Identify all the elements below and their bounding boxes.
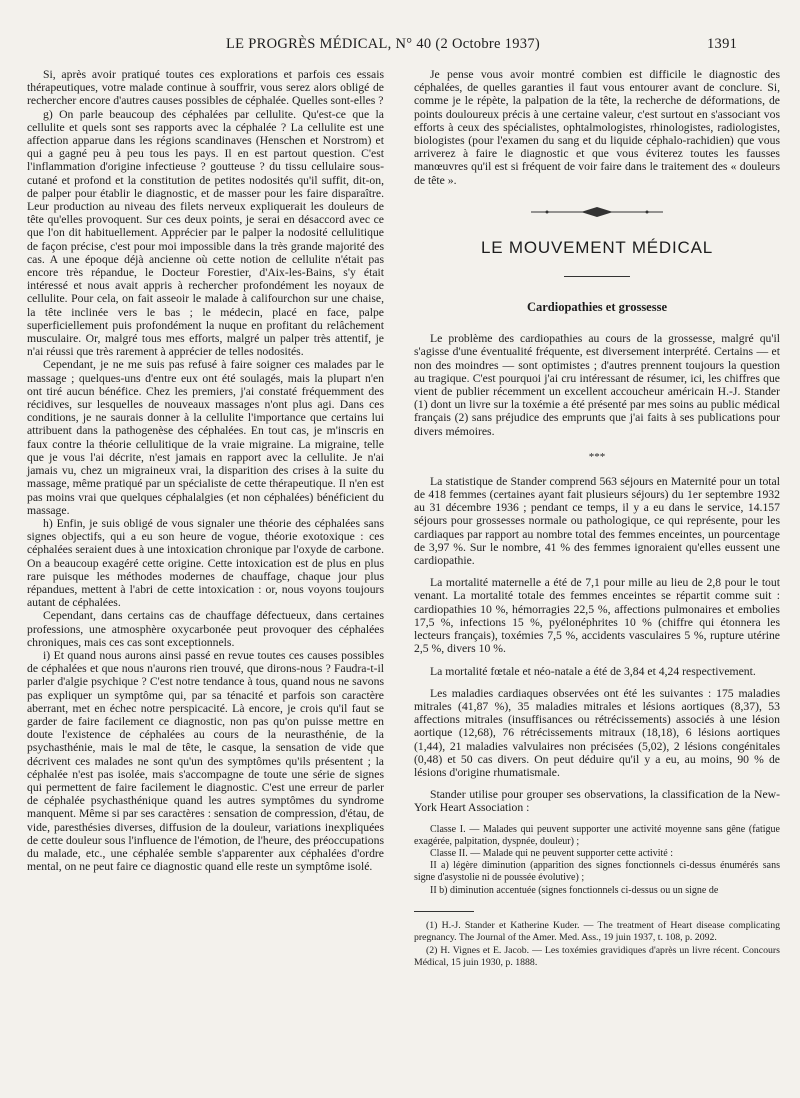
section-title: LE MOUVEMENT MÉDICAL xyxy=(480,237,713,257)
paragraph: La statistique de Stander comprend 563 séjours en Maternité pour un total de 418 femmes (certaines ayant fait plusieurs séjours) du 1er septembre 1932 au 31 décembre 1936 ; pendant ce temps, il y a eu dans le service, 14.157 séjours pour grossesses normale ou pathologique, ce qui représente, pour les cardiaques par rapport au nombre total des femmes enceintes, un pourcentage de 3,97 %. Sur le nombre, 41 % des femmes ignoraient qu'elles eussent une cardiopathie. xyxy=(414,474,780,568)
paragraph: Cependant, je ne me suis pas refusé à faire soigner ces malades par le massage ; quelques-uns d'entre eux ont été soulagés, mais la plupart n'en ont tiré aucun bénéfice. Chez les premiers, j'ai constaté fréquemment des récidives, sur lesquelles de nouveaux massages n'ont plus agi. Dans ces conditions, je ne saurais donner à la cellulite l'importance que certains lui attribuent dans la pathogenèse des céphalées. En tout cas, je m'inscris en faux contre la théorie cellulitique de la vraie migraine. La migraine, telle que je vous l'ai décrite, n'est jamais en rapport avec la cellulite. Je n'ai jamais vu, chez un migraineux vrai, la disparition des crises à la suite du massage, même pratiqué par un spécialiste de cette thérapeutique. Il n'en est pas moins vrai que quelques céphalalgies (et non céphalées) bénéficient du massage. xyxy=(27,358,384,517)
left-column xyxy=(27,68,384,873)
title-rule xyxy=(564,276,630,277)
paragraph: Les maladies cardiaques observées ont été les suivantes : 175 maladies mitrales (41,87 %), 35 maladies mitrales et lésions aortiques (8,37), 53 affections mitrales (insuffisances ou rétrécissements) associés à une lésion aortique (12,68), 76 rétrécissements mitraux (18,18), 6 lésions aortiques (1,44), 21 maladies valvulaires non précisées (5,02), 2 lésions congénitales (0,48) et 50 cas divers. On peut déduire qu'il y a eu, au moins, 90 % de lésions d'origine rhumatismale. xyxy=(414,686,780,779)
ornament-divider xyxy=(527,205,667,219)
paragraph: i) Et quand nous aurons ainsi passé en revue toutes ces causes possibles de céphalées et que nous n'aurons rien trouvé, que dirons-nous ? Faudra-t-il parler d'algie psychique ? C'est notre tendance à tous, quand nous ne savons pas expliquer un symptôme qui, par sa ténacité et parfois son caractère aberrant, met en échec notre perspicacité. Là encore, je crois qu'il faut se garder de faire facilement ce diagnostic, non pas qu'on puisse mettre en doute l'existence de céphalées au cours de la neurasthénie, de la psychasthénie, mais le mal de tête, le casque, la sensation de vide que décrivent ces malades ne sont qu'un des symptômes qu'ils présentent ; la céphalée n'est pas isolée, mais s'accompagne de toute une série de signes qui permettent de faire facilement le diagnostic. C'est une erreur de parler de céphalée psychasthénique quand les autres symptômes du syndrome manquent. Même si par ses caractères : sensation de compression, d'étau, de vide, paresthésies diverses, diffusion de la douleur, variations inexpliquées de cette douleur sous l'influence de l'émotion, de l'heure, des préoccupations du malade, etc., une céphalée semble s'apparenter aux céphalées d'ordre mental, on ne peut faire ce diagnostic quand elle reste un symptôme isolé. xyxy=(27,648,384,874)
paragraph: g) On parle beaucoup des céphalées par cellulite. Qu'est-ce que la cellulite et quels sont ses rapports avec la céphalée ? La cellulite est une affection apparue dans les régions scandinaves (Henschen et Norstrom) et qui a gagné peu à peu tous les pays. Il en est partout question. C'est l'inflammation d'origine infectieuse ? goutteuse ? du tissu cellulaire sous-cutané et profond et la constitution de petites nodosités qu'il suffit, dit-on, de palper pour établir le diagnostic, et de masser pour les faire disparaître. Leur production au niveau des filets nerveux expliquerait les douleurs de tête qu'elles provoquent. Sur ces deux points, je serai en désaccord avec ce que l'on dit habituellement. Apprécier par le palper la nodosité cellulitique de façon précise, c'est pour moi impossible dans la très grande majorité des cas. A une époque déjà ancienne où cette notion de cellulite n'était pas encore très répandue, le Docteur Forestier, d'Aix-les-Bains, s'y était intéressé et nous avait appris à rechercher profondément les noyaux de cellulite. Pour cela, on fait asseoir le malade à califourchon sur une chaise, la tête inclinée vers le bas ; le médecin, placé en face, palpe superficiellement puis profondément la nuque en profitant du relâchement musculaire. Or, malgré tous mes efforts, malgré un palper très attentif, je n'ai réussi que très rarement à apprécier de telles nodosités. xyxy=(27,107,384,359)
classification-list xyxy=(414,824,780,897)
right-column xyxy=(414,68,780,969)
running-header xyxy=(0,36,800,56)
paragraph: Cependant, dans certains cas de chauffage défectueux, dans certaines professions, une atmosphère oxycarbonée peut provoquer des céphalées chroniques, mais ces cas sont exceptionnels. xyxy=(27,609,384,649)
paragraph: h) Enfin, je suis obligé de vous signaler une théorie des céphalées sans signes objectifs, qui a eu son heure de vogue, théorie exotoxique : ces céphalées seraient dues à une intoxication chronique par l'oxyde de carbone. On a beaucoup exagéré cette origine. Cette intoxication est de plus en plus rare puisque les méthodes modernes de chauffage, chaque jour plus répandues, mettent à l'abri de cette intoxication : or, nous voyons toujours autant de céphalées. xyxy=(27,516,384,610)
class-item: Classe II. — Malade qui ne peuvent supporter cette activité : xyxy=(430,847,673,859)
paragraph: La mortalité fœtale et néo-natale a été de 3,84 et 4,24 respectivement. xyxy=(430,664,756,678)
footnote: (2) H. Vignes et E. Jacob. — Les toxémies gravidiques d'après un livre récent. Concours Médical, 15 juin 1930, p. 1888. xyxy=(414,944,780,968)
paragraph: La mortalité maternelle a été de 7,1 pour mille au lieu de 2,8 pour le tout venant. La mortalité totale des femmes enceintes se répartit comme suit : cardiopathies 10 %, hémorragies 22,5 %, affections pulmonaires et embolies 17,5 %, infections 15 %, pyélonéphrites 10 % (chiffre qui étonnera les lecteurs français), toxémies 7,5 %, accidents vasculaires 5 %, rupture utérine 2,5 %, divers 10 %. xyxy=(414,576,780,656)
footnote: (1) H.-J. Stander et Katherine Kuder. — The treatment of Heart disease complicating pregnancy. The Journal of the Amer. Med. Ass., 19 juin 1937, t. 108, p. 2092. xyxy=(414,919,780,944)
paragraph: Stander utilise pour grouper ses observations, la classification de la New-York Heart Association : xyxy=(414,788,780,815)
journal-title: LE PROGRÈS MÉDICAL, N° 40 (2 Octobre 1937) xyxy=(226,36,541,52)
article-title: Cardiopathies et grossesse xyxy=(526,300,668,315)
paragraph: Je pense vous avoir montré combien est difficile le diagnostic des céphalées, de quelles garanties il faut vous entourer avant de conclure. Si, comme je le répète, la palpation de la tête, la recherche de déformations, de points douloureux précis à une certaine valeur, c'est surtout en s'associant vos efforts à ceux des spécialistes, ophtalmologistes, rhinologistes, radiologistes, biologistes (pour l'examen du sang et du liquide céphalo-rachidien) que vous arriverez à faire le diagnostic et que vous éviterez toutes les fausses manœuvres qu'il est si fréquent de voir faire dans le traitement des « douleurs de tête ». xyxy=(414,68,780,187)
page-number: 1391 xyxy=(707,36,738,52)
class-item: Classe I. — Malades qui peuvent supporter une activité moyenne sans gêne (fatigue exagérée, palpitation, dyspnée, douleur) ; xyxy=(414,823,780,847)
paragraph: Le problème des cardiopathies au cours de la grossesse, malgré qu'il s'agisse d'une éventualité fréquente, est diversement interprété. Certains — et non des moindres — sont optimistes ; d'autres prennent toujours la question au tragique. C'est pourquoi j'ai cru intéressant de résumer, ici, les chiffres que vient de publier récemment un excellent accoucheur américain H.-J. Stander (1) dont un livre sur la toxémie a été présenté par mes soins au public médical français (2) sans préjudice des emprunts que j'ai faits à ses publications pour divers mémoires. xyxy=(414,332,780,438)
class-item: II b) diminution accentuée (signes fonctionnels ci-dessus ou un signe de xyxy=(430,884,719,896)
footnote-rule xyxy=(414,911,474,912)
class-item: II a) légère diminution (apparition des signes fonctionnels ci-dessus énumérés sans signe d'asystolie ni de poussée évolutive) ; xyxy=(414,860,780,884)
footnotes xyxy=(414,920,780,970)
asterism: *** xyxy=(588,450,606,463)
paragraph: Si, après avoir pratiqué toutes ces explorations et parfois ces essais thérapeutiques, votre malade continue à souffrir, vous serez alors obligé de rechercher encore d'autres causes possibles de céphalée. Quelles sont-elles ? xyxy=(27,68,384,108)
